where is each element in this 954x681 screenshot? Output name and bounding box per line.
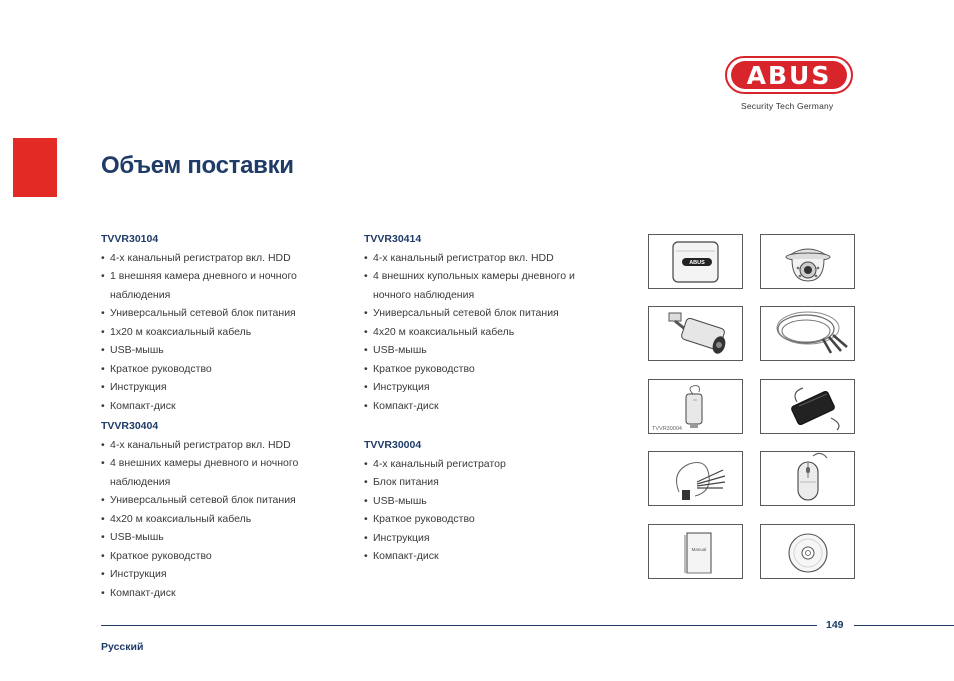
column-left — [101, 230, 356, 415]
list-item: • Блок питания — [364, 473, 614, 492]
footer-rule-right — [854, 625, 954, 626]
model-heading: TVVR30404 — [101, 420, 159, 432]
footer-rule — [101, 625, 817, 626]
list-item: • 4 внешних купольных камеры дневного и ночного наблюдения — [364, 267, 614, 304]
logo-oval — [725, 56, 853, 94]
list-item: • Универсальный сетевой блок питания — [101, 304, 356, 323]
list-item: • 1 внешняя камера дневного и ночного наблюдения — [101, 267, 356, 304]
item-list — [364, 249, 614, 416]
model-heading: TVVR30414 — [364, 233, 422, 245]
list-item: • Компакт-диск — [364, 547, 614, 566]
page-number: 149 — [826, 619, 844, 631]
list-item: • 4-х канальный регистратор вкл. HDD — [364, 249, 614, 268]
item-list — [101, 436, 356, 603]
list-item: • 4x20 м коаксиальный кабель — [364, 323, 614, 342]
list-item: • Компакт-диск — [101, 397, 356, 416]
list-item: • Универсальный сетевой блок питания — [101, 491, 356, 510]
list-item: • Краткое руководство — [101, 547, 356, 566]
adapter-caption: TVVR30004 — [652, 426, 682, 432]
model-heading: TVVR30104 — [101, 233, 159, 245]
model-heading: TVVR30004 — [364, 439, 422, 451]
list-item: • 4-х канальный регистратор вкл. HDD — [101, 249, 356, 268]
list-item: • USB-мышь — [364, 341, 614, 360]
list-item: • Краткое руководство — [364, 510, 614, 529]
list-item: • Инструкция — [364, 529, 614, 548]
item-list — [364, 455, 614, 566]
page-title: Объем поставки — [101, 152, 294, 179]
language-label: Русский — [101, 641, 144, 653]
dome-camera-image — [760, 234, 855, 289]
list-item: • Компакт-диск — [364, 397, 614, 416]
list-item: • USB-мышь — [101, 341, 356, 360]
manual-image — [648, 524, 743, 579]
list-item: • 4 внешних камеры дневного и ночного наблюдения — [101, 454, 356, 491]
list-item: • 4x20 м коаксиальный кабель — [101, 510, 356, 529]
list-item: • 4-х канальный регистратор — [364, 455, 614, 474]
list-item: • Инструкция — [364, 378, 614, 397]
recorder-badge: ABUS — [689, 260, 705, 266]
logo-wordmark: ABUS — [731, 61, 847, 89]
column-left-2 — [101, 417, 356, 602]
column-right — [364, 230, 614, 415]
list-item: • Краткое руководство — [364, 360, 614, 379]
manual-caption: Manual — [691, 547, 707, 552]
recorder-image — [648, 234, 743, 289]
abus-logo — [725, 56, 857, 112]
power-adapter-image — [648, 379, 743, 434]
list-item: • Инструкция — [101, 378, 356, 397]
list-item: • Универсальный сетевой блок питания — [364, 304, 614, 323]
coax-cable-image — [760, 306, 855, 361]
list-item: • USB-мышь — [364, 492, 614, 511]
item-list — [101, 249, 356, 416]
column-right-2 — [364, 436, 614, 566]
cable-set-image — [648, 451, 743, 506]
logo-tagline: Security Tech Germany — [741, 101, 834, 111]
bullet-camera-image — [648, 306, 743, 361]
list-item: • Краткое руководство — [101, 360, 356, 379]
list-item: • 4-х канальный регистратор вкл. HDD — [101, 436, 356, 455]
chapter-marker — [13, 138, 57, 197]
cd-image — [760, 524, 855, 579]
list-item: • Компакт-диск — [101, 584, 356, 603]
list-item: • USB-мышь — [101, 528, 356, 547]
power-supply-image — [760, 379, 855, 434]
list-item: • 1x20 м коаксиальный кабель — [101, 323, 356, 342]
list-item: • Инструкция — [101, 565, 356, 584]
usb-mouse-image — [760, 451, 855, 506]
